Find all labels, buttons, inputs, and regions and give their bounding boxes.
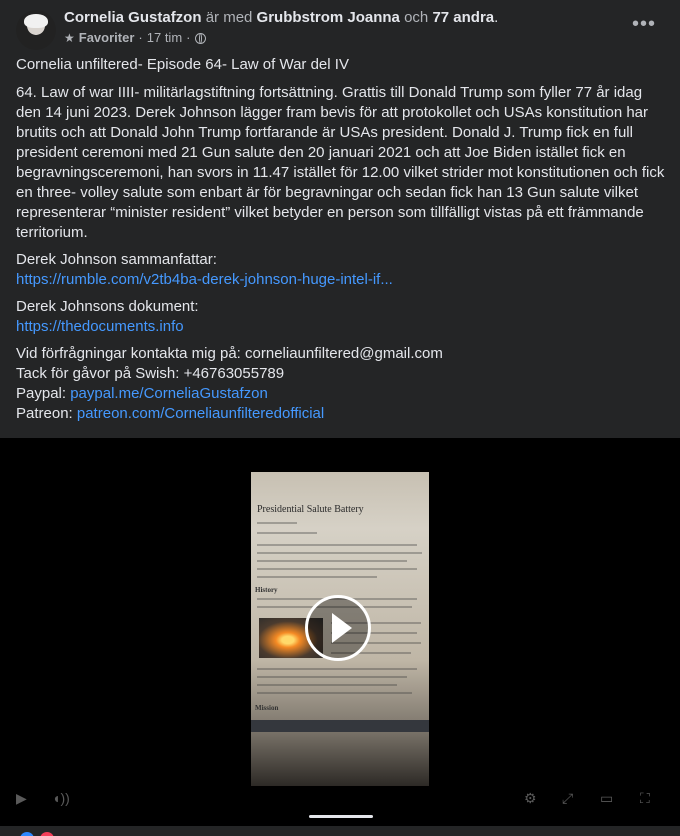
love-reaction-icon[interactable] bbox=[40, 832, 54, 836]
fullscreen-icon[interactable]: ⛶ bbox=[640, 790, 650, 806]
author-name[interactable]: Cornelia Gustafzon bbox=[64, 9, 202, 26]
like-reaction-icon[interactable] bbox=[20, 832, 34, 836]
star-icon: ★ bbox=[64, 31, 75, 45]
more-options-button[interactable]: ••• bbox=[631, 13, 656, 35]
author-line bbox=[64, 9, 498, 27]
swish-text: Tack för gåvor på Swish: +46763055789 bbox=[16, 365, 285, 382]
globe-icon bbox=[195, 33, 206, 44]
volume-icon[interactable]: ◖)) bbox=[52, 790, 70, 806]
expand-icon[interactable]: ⤢ bbox=[562, 790, 574, 806]
doc-section-2: Mission bbox=[255, 704, 279, 712]
play-button[interactable] bbox=[305, 595, 371, 661]
tagged-name[interactable]: Grubbstrom Joanna bbox=[256, 9, 400, 26]
doc-line bbox=[257, 676, 407, 678]
paypal-label: Paypal: bbox=[16, 385, 71, 402]
post-paragraph: 64. Law of war IIII- militärlagstiftning fortsättning. Grattis till Donald Trump som fyller 77 år idag den 14 juni 2023. Derek Johnson lägger fram bevis för att protokollet och USAs konstitution har brutits och att Donald John Trump fortfarande är USAs president. Donald J. Trump fick en full president ceremoni med 21 Gun salute den 20 januari 2021 och att Joe Biden istället fick en begravningsceremoni, han svors in 11.47 istället för 12.00 vilket strider mot konstitutionen och fick en three- volley salute som enbart är för begravningar och sedan fick han 13 Gun salute vilket representerar “minister resident” vilket betyder en person som tillfälligt vistas på ett främmande territorium. bbox=[16, 84, 665, 241]
video-player[interactable] bbox=[0, 438, 680, 826]
settings-icon[interactable]: ⚙ bbox=[524, 790, 537, 806]
play-icon[interactable]: ▶ bbox=[16, 790, 27, 806]
meta-separator: · bbox=[186, 30, 191, 45]
doc-line bbox=[257, 576, 377, 578]
post-footer bbox=[16, 826, 666, 836]
summary-link[interactable]: https://rumble.com/v2tb4ba-derek-johnson-huge-intel-if... bbox=[16, 271, 393, 288]
doc-line bbox=[257, 552, 422, 554]
paypal-link[interactable]: paypal.me/CorneliaGustafzon bbox=[70, 385, 268, 402]
progress-bar[interactable] bbox=[309, 815, 373, 818]
favorites-label[interactable]: Favoriter bbox=[78, 30, 135, 45]
docs-link[interactable]: https://thedocuments.info bbox=[16, 318, 184, 335]
with-text: är med bbox=[205, 9, 253, 26]
post-header bbox=[16, 8, 664, 50]
doc-line bbox=[257, 568, 417, 570]
summary-label: Derek Johnson sammanfattar: bbox=[16, 251, 217, 268]
video-controls bbox=[0, 788, 680, 812]
doc-line bbox=[257, 560, 407, 562]
post-title: Cornelia unfiltered- Episode 64- Law of War del IV bbox=[16, 56, 349, 73]
doc-line bbox=[257, 692, 412, 694]
doc-title: Presidential Salute Battery bbox=[257, 504, 364, 515]
others-link[interactable]: 77 andra bbox=[432, 9, 495, 26]
doc-section: History bbox=[255, 586, 278, 594]
doc-line bbox=[257, 544, 417, 546]
patreon-link[interactable]: patreon.com/Corneliaunfilteredofficial bbox=[76, 405, 325, 422]
post-time[interactable]: 17 tim bbox=[146, 30, 183, 45]
patreon-label: Patreon: bbox=[16, 405, 77, 422]
screen-taskbar bbox=[251, 720, 429, 732]
doc-line bbox=[257, 522, 297, 524]
author-avatar[interactable] bbox=[16, 10, 56, 50]
docs-label: Derek Johnsons dokument: bbox=[16, 298, 199, 315]
doc-line bbox=[257, 532, 317, 534]
pip-icon[interactable]: ▭ bbox=[600, 790, 614, 806]
period: . bbox=[494, 9, 499, 26]
post-meta bbox=[64, 30, 206, 46]
meta-separator: · bbox=[138, 30, 143, 45]
doc-line bbox=[257, 684, 397, 686]
contact-text: Vid förfrågningar kontakta mig på: corneliaunfiltered@gmail.com bbox=[16, 345, 443, 362]
post-body bbox=[16, 55, 666, 431]
doc-line bbox=[257, 668, 417, 670]
and-text: och bbox=[404, 9, 429, 26]
